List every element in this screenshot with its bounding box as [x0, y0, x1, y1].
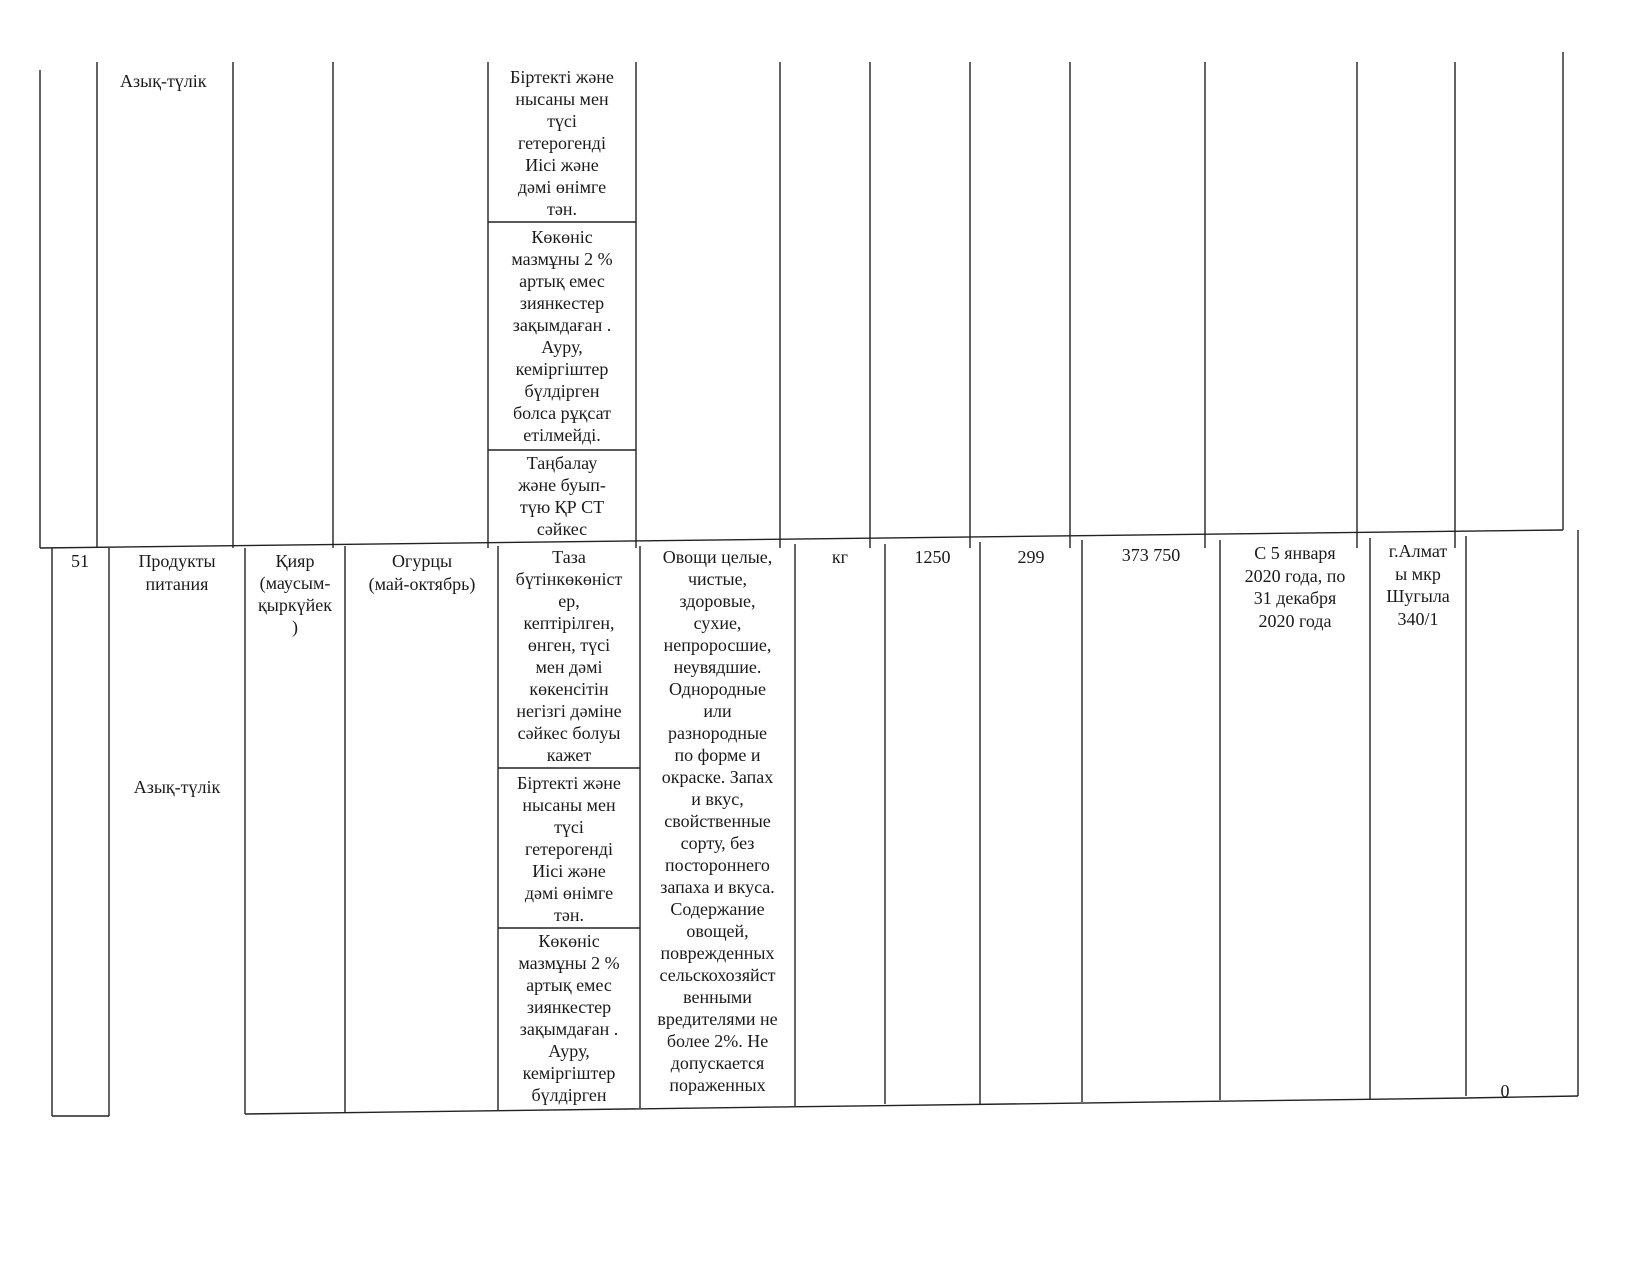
unit-cell: кг: [831, 547, 849, 567]
category-ru: Продукты питания: [138, 551, 216, 594]
category-kz: Азық-түлік: [133, 777, 221, 797]
delivery-address: г.Алмат ы мкр Шугыла 340/1: [1386, 541, 1450, 629]
top-spec-kz-3: Таңбалау және буып- түю ҚР СТ сәйкес: [518, 453, 606, 539]
spec-kz-1: Таза бүтінкөкөніст ер, кептірілген, өнген, түсі мен дәмі көкенсітін негізгі дәміне сәйкес болуы кажет: [515, 547, 623, 765]
product-name-kz: Қияр (маусым- қыркүйек ): [258, 551, 332, 637]
spec-kz-2: Біртекті және нысаны мен түсі гетерогенді Иісі және дәмі өнімге тән.: [517, 773, 621, 925]
spec-kz-3: Көкөніс мазмұны 2 % артық емес зиянкестер зақымдаған . Ауру, кеміргіштер бүлдірген: [518, 931, 620, 1105]
top-category-kz: Азық-түлік: [120, 71, 207, 91]
spec-ru: Овощи целые, чистые, здоровые, сухие, непроросшие, неувядшие. Однородные или разнородные по форме и окраске. Запах и вкус, свойственные сорту, без постороннего запаха и вкуса. Содержание овощей, поврежденных сельскохозяйст венными вредителями не более 2%. Не допускается пораженных: [657, 547, 778, 1095]
quantity-cell: 1250: [914, 547, 951, 567]
total-cell: 373 750: [1121, 545, 1181, 565]
last-column-value: 0: [1500, 1081, 1510, 1101]
top-spec-kz-1: Біртекті және нысаны мен түсі гетерогенді Иісі және дәмі өнімге тән.: [510, 67, 614, 219]
top-spec-kz-2: Көкөніс мазмұны 2 % артық емес зиянкестер зақымдаған . Ауру, кеміргіштер бүлдірген болса рұқсат етілмейді.: [511, 227, 613, 445]
price-cell: 299: [1017, 547, 1045, 567]
row-number: 51: [71, 551, 89, 571]
delivery-period: С 5 января 2020 года, по 31 декабря 2020 года: [1244, 543, 1346, 631]
product-name-ru: Огурцы (май-октябрь): [368, 551, 476, 594]
